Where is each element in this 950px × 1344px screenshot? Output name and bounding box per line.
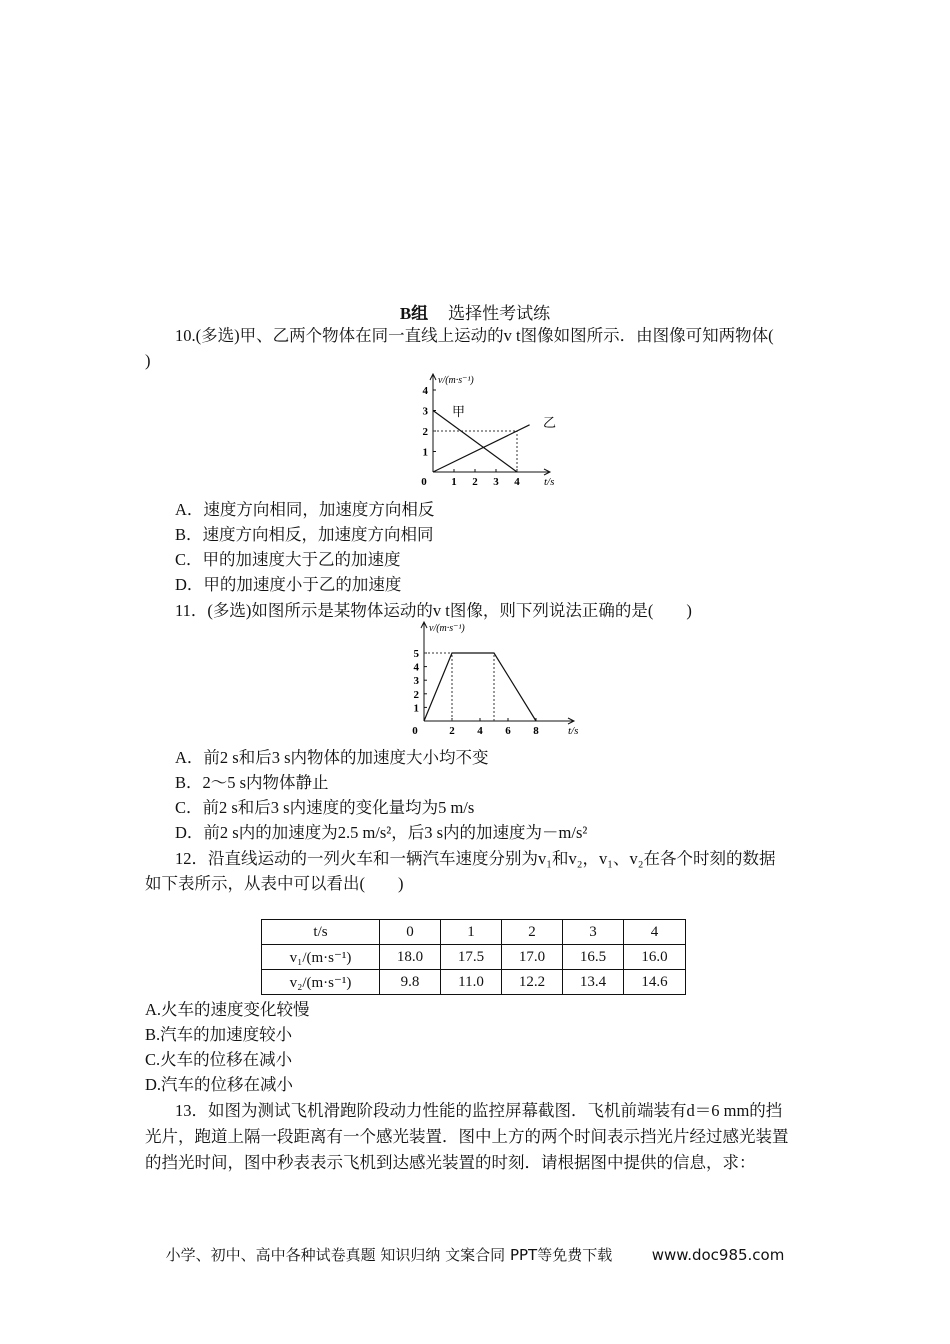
q10-option-a: A．速度方向相同，加速度方向相反 <box>175 500 435 519</box>
table-cell: 16.5 <box>563 945 624 970</box>
table-cell: 4 <box>624 920 686 945</box>
y-tick-label: 3 <box>413 675 419 688</box>
footer-text: 小学、初中、高中各种试卷真题 知识归纳 文案合同 PPT等免费下载 <box>165 1246 613 1264</box>
q11-vt-graph <box>406 620 586 742</box>
q13-line1: 13．如图为测试飞机滑跑阶段动力性能的监控屏幕截图．飞机前端装有d＝6 mm的挡 <box>175 1101 783 1120</box>
q12-option-b: B.汽车的加速度较小 <box>145 1025 293 1044</box>
table-cell: 14.6 <box>624 970 686 995</box>
table-cell: 12.2 <box>502 970 563 995</box>
table-cell: 16.0 <box>624 945 686 970</box>
x-axis-label: t/s <box>544 476 555 488</box>
q10-option-b: B．速度方向相反，加速度方向相同 <box>175 525 434 544</box>
table-cell: 11.0 <box>441 970 502 995</box>
y-tick-label: 2 <box>422 426 428 438</box>
table-cell: 17.5 <box>441 945 502 970</box>
table-cell: 17.0 <box>502 945 563 970</box>
y-tick-label: 2 <box>413 688 419 701</box>
y-tick-label: 3 <box>422 405 428 418</box>
table-cell: 18.0 <box>380 945 441 970</box>
table-cell: v₂/(m·s⁻¹) <box>262 970 380 995</box>
q12-stem-line1: 12．沿直线运动的一列火车和一辆汽车速度分别为v₁和v₂，v₁、v₂在各个时刻的数据 <box>175 849 776 868</box>
y-axis-label: v/(m·s⁻¹) <box>438 375 474 386</box>
q12-option-d: D.汽车的位移在减小 <box>145 1075 294 1094</box>
q10-option-c: C．甲的加速度大于乙的加速度 <box>175 550 401 569</box>
series-line <box>433 425 530 472</box>
y-axis-label: v/(m·s⁻¹) <box>429 623 465 634</box>
table-cell: 3 <box>563 920 624 945</box>
y-tick-label: 1 <box>422 446 428 459</box>
series-label: 乙 <box>543 415 557 430</box>
series-line <box>424 653 536 721</box>
x-tick-label: 4 <box>514 476 520 488</box>
table-cell: 13.4 <box>563 970 624 995</box>
series-line <box>433 411 517 473</box>
section-heading <box>0 299 950 324</box>
q10-option-d: D．甲的加速度小于乙的加速度 <box>175 575 402 594</box>
table-cell: 9.8 <box>380 970 441 995</box>
y-tick-label: 5 <box>413 648 419 660</box>
q11-option-d: D．前2 s内的加速度为2.5 m/s²，后3 s内的加速度为－m/s² <box>175 823 588 842</box>
x-tick-label: 8 <box>533 725 539 737</box>
q10-stem: 10.(多选)甲、乙两个物体在同一直线上运动的v t图像如图所示．由图像可知两物体( <box>175 326 774 345</box>
q10-vt-graph <box>412 370 572 492</box>
q11-option-a: A．前2 s和后3 s内物体的加速度大小均不变 <box>175 748 489 767</box>
table-cell: 2 <box>502 920 563 945</box>
q12-option-a: A.火车的速度变化较慢 <box>145 1000 310 1019</box>
q11-stem: 11．(多选)如图所示是某物体运动的v t图像，则下列说法正确的是( ) <box>175 601 692 620</box>
x-tick-label: 6 <box>505 725 511 737</box>
table-row <box>262 945 686 970</box>
q13-line2: 光片，跑道上隔一段距离有一个感光装置．图中上方的两个时间表示挡光片经过感光装置 <box>145 1127 789 1146</box>
x-tick-label: 4 <box>477 725 483 737</box>
q12-stem-line2: 如下表所示，从表中可以看出( ) <box>145 874 404 893</box>
table-cell: t/s <box>262 920 380 945</box>
x-tick-label: 0 <box>421 476 427 488</box>
series-label: 甲 <box>452 404 466 419</box>
q13-line3: 的挡光时间，图中秒表表示飞机到达感光装置的时刻．请根据图中提供的信息，求： <box>145 1153 756 1172</box>
x-tick-label: 2 <box>449 725 455 737</box>
q10-stem-end: ) <box>145 351 151 370</box>
x-axis-label: t/s <box>568 725 579 737</box>
table-cell: 0 <box>380 920 441 945</box>
section-title-text: 选择性考试练 <box>448 304 551 323</box>
x-tick-label: 2 <box>472 476 478 488</box>
q11-option-b: B．2～5 s内物体静止 <box>175 773 329 792</box>
q12-option-c: C.火车的位移在减小 <box>145 1050 293 1069</box>
footer-site-link[interactable]: www.doc985.com <box>651 1246 785 1264</box>
x-tick-label: 3 <box>493 476 499 488</box>
section-group: B组 <box>399 304 429 323</box>
q12-data-table <box>261 919 686 995</box>
table-cell: 1 <box>441 920 502 945</box>
table-row <box>262 970 686 995</box>
y-tick-label: 1 <box>413 702 419 715</box>
table-cell: v₁/(m·s⁻¹) <box>262 945 380 970</box>
page-footer <box>0 1244 950 1265</box>
q11-option-c: C．前2 s和后3 s内速度的变化量均为5 m/s <box>175 798 475 817</box>
y-tick-label: 4 <box>422 385 428 397</box>
y-tick-label: 4 <box>413 661 419 674</box>
x-tick-label: 1 <box>451 476 457 488</box>
x-tick-label: 0 <box>412 725 418 737</box>
table-header-row <box>262 920 686 945</box>
